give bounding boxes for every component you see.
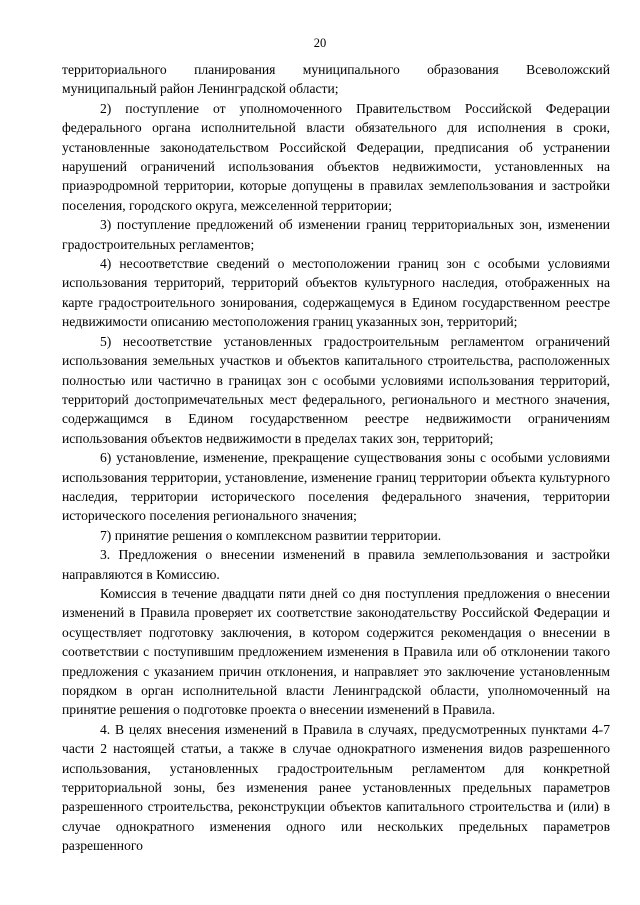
page-number: 20 xyxy=(313,36,327,50)
paragraph-item-7: 7) принятие решения о комплексном развитии территории. xyxy=(100,527,442,543)
paragraph-item-3: 3) поступление предложений об изменении границ территориальных зон, изменении градостроительных регламентов; xyxy=(62,217,610,252)
paragraph-item-2: 2) поступление от уполномоченного Правительством Российской Федерации федерального органа исполнительной власти обязательного для исполнения в сроки, установленные законодательством Российской Федерации, предписания об устранении нарушений ограничений использования объектов недвижимости, установленных на приаэродромной территории, которые допущены в правилах землепользования и застройки поселения, городского округа, межселенной территории; xyxy=(62,100,610,213)
document-body xyxy=(62,60,610,856)
paragraph-section-4: 4. В целях внесения изменений в Правила в случаях, предусмотренных пунктами 4-7 части 2 настоящей статьи, а также в случае однократного изменения видов разрешенного использования, установленных градостроительным регламентом для конкретной территориальной зоны, без изменения ранее установленных предельных параметров разрешенного строительства, реконструкции объектов капитального строительства и (или) в случае однократного изменения одного или нескольких предельных параметров разрешенного xyxy=(62,721,610,854)
paragraph-item-4: 4) несоответствие сведений о местоположении границ зон с особыми условиями использования территорий, территорий объектов культурного наследия, отображенных на карте градостроительного зонирования, содержащемуся в Едином государственном реестре недвижимости описанию местоположения границ указанных зон, территорий; xyxy=(62,256,610,330)
paragraph-item-5: 5) несоответствие установленных градостроительным регламентом ограничений использования земельных участков и объектов капитального строительства, расположенных полностью или частично в границах зон с особыми условиями использования территорий, территорий достопримечательных мест федерального, регионального и местного значения, содержащимся в Едином государственном реестре недвижимости ограничениям использования объектов недвижимости в пределах таких зон, территорий; xyxy=(62,333,610,446)
paragraph-continuation: территориального планирования муниципального образования Всеволожский муниципальный район Ленинградской области; xyxy=(62,62,610,97)
paragraph-item-6: 6) установление, изменение, прекращение существования зоны с особыми условиями использования территории, установление, изменение границ территории объекта культурного наследия, территории исторического поселения федерального значения, территории исторического поселения регионального значения; xyxy=(62,450,610,524)
paragraph-commission: Комиссия в течение двадцати пяти дней со дня поступления предложения о внесении изменений в Правила проверяет их соответствие законодательству Российской Федерации и осуществляет подготовку заключения, в котором содержится рекомендация о внесении в соответствии с поступившим предложением изменения в Правила или об отклонении такого предложения с указанием причин отклонения, и направляет это заключение установленным порядком в орган исполнительной власти Ленинградской области, уполномоченный на принятие решения о подготовке проекта о внесении изменений в Правила. xyxy=(62,585,610,718)
paragraph-section-3: 3. Предложения о внесении изменений в правила землепользования и застройки направляются в Комиссию. xyxy=(62,547,610,582)
